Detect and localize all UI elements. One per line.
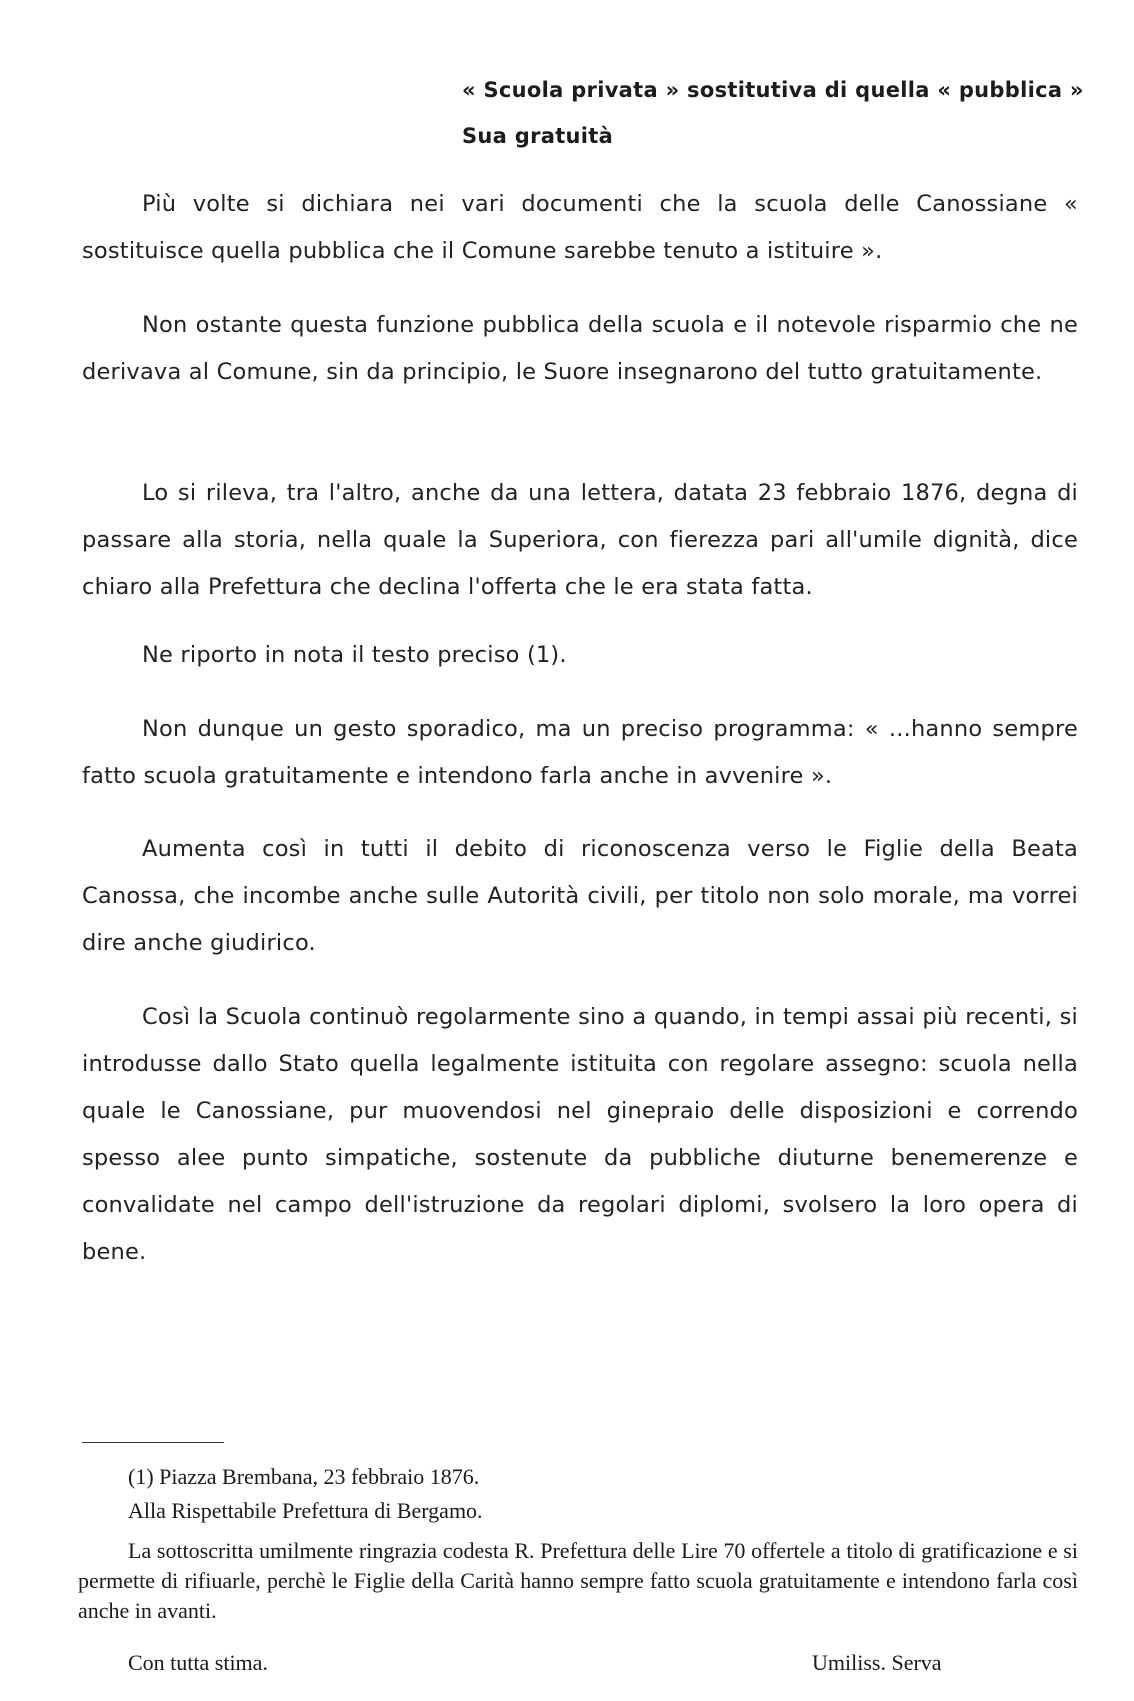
footnote-closing: Con tutta stima.	[128, 1650, 268, 1675]
footnote-addressee: Alla Rispettabile Prefettura di Bergamo.	[128, 1498, 483, 1523]
paragraph-7: Così la Scuola continuò regolarmente sino a quando, in tempi assai più recenti, si introdusse dallo Stato quella legalmente istituita con regolare assegno: scuola nella quale le Canossiane, pur muovendosi nel ginepraio delle disposizioni e correndo spesso alee punto simpatiche, sostenute da pubbliche diuturne benemerenze e convalidate nel campo dell'istruzione da regolari diplomi, svolsero la loro opera di bene.	[82, 1004, 1078, 1265]
footnote-body: La sottoscritta umilmente ringrazia codesta R. Prefettura delle Lire 70 offertele a titolo di gratificazione e si permette di rifiuarle, perchè le Figlie della Carità hanno sempre fatto scuola gratuitamente e intendono farla così anche in avanti.	[78, 1538, 1078, 1623]
paragraph-2: Non ostante questa funzione pubblica della scuola e il notevole risparmio che ne derivava al Comune, sin da principio, le Suore insegnarono del tutto gratuitamente.	[82, 312, 1078, 385]
footnote-separator	[82, 1442, 224, 1443]
footnote-signature: Umiliss. Serva	[812, 1650, 942, 1675]
paragraph-4: Ne riporto in nota il testo preciso (1).	[142, 642, 567, 668]
paragraph-1: Più volte si dichiara nei vari documenti che la scuola delle Canossiane « sostituisce quella pubblica che il Comune sarebbe tenuto a istituire ».	[82, 191, 1078, 264]
section-title: « Scuola privata » sostitutiva di quella « pubblica »	[462, 78, 1084, 102]
paragraph-3: Lo si rileva, tra l'altro, anche da una lettera, datata 23 febbraio 1876, degna di passare alla storia, nella quale la Superiora, con fierezza pari all'umile dignità, dice chiaro alla Prefettura che declina l'offerta che le era stata fatta.	[82, 480, 1078, 600]
footnote-heading: (1) Piazza Brembana, 23 febbraio 1876.	[128, 1464, 480, 1489]
paragraph-6: Aumenta così in tutti il debito di riconoscenza verso le Figlie della Beata Canossa, che incombe anche sulle Autorità civili, per titolo non solo morale, ma vorrei dire anche giudirico.	[82, 836, 1078, 956]
section-subtitle: Sua gratuità	[462, 124, 614, 148]
paragraph-5: Non dunque un gesto sporadico, ma un preciso programma: « ...hanno sempre fatto scuola gratuitamente e intendono farla anche in avvenire ».	[82, 716, 1078, 789]
